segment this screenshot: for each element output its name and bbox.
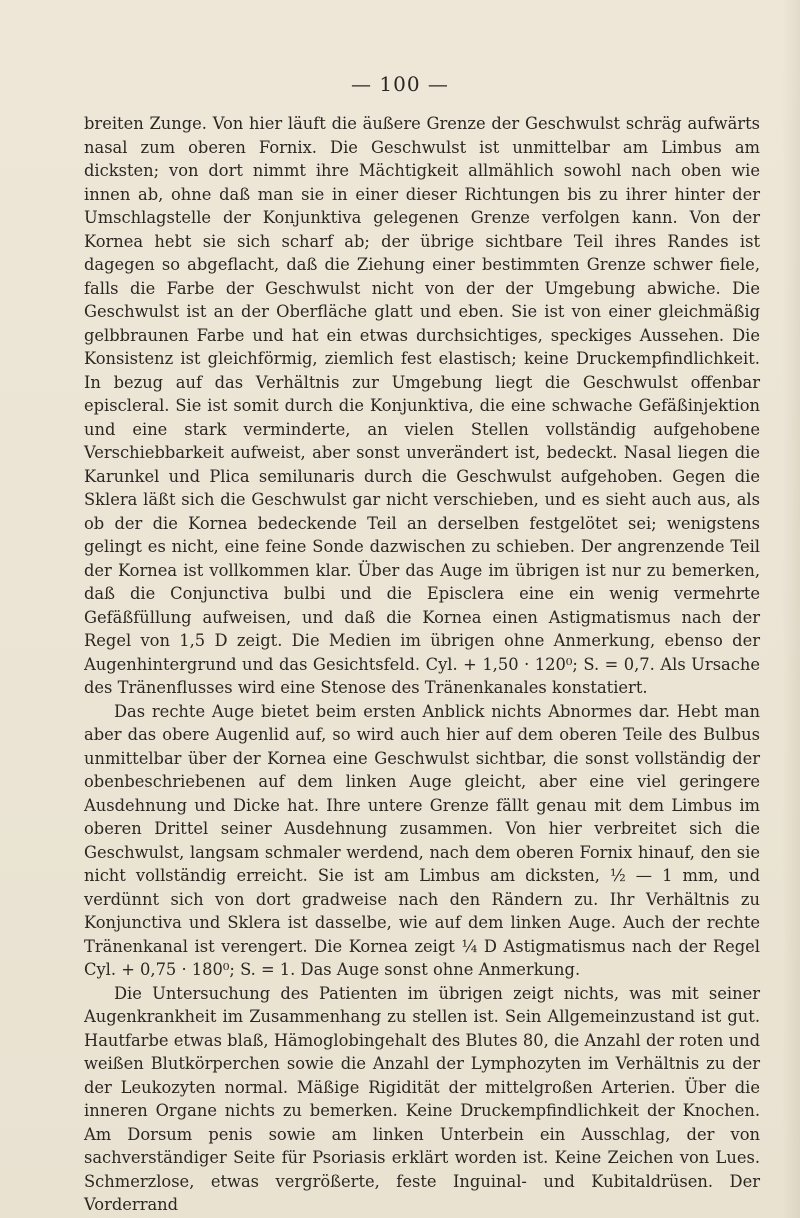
paragraph-1: breiten Zunge. Von hier läuft die äußere Grenze der Geschwulst schräg aufwärts nasal zum oberen Fornix. Die Geschwulst ist unmittelbar am Limbus am dicksten; von dort nimmt ihre Mächtigkeit allmählich sowohl nach oben wie innen ab, ohne daß man sie in einer dieser Richtungen bis zu ihrer hinter der Umschlagstelle der Konjunktiva gelegenen Grenze verfolgen kann. Von der Kornea hebt sie sich scharf ab; der übrige sichtbare Teil ihres Randes ist dagegen so abgeflacht, daß die Ziehung einer bestimmten Grenze schwer fiele, falls die Farbe der Geschwulst nicht von der der Umgebung abwiche. Die Geschwulst ist an der Oberfläche glatt und eben. Sie ist von einer gleichmäßig gelbbraunen Farbe und hat ein etwas durchsichtiges, speckiges Aussehen. Die Konsistenz ist gleichförmig, ziemlich fest elastisch; keine Druckempfindlichkeit. In bezug auf das Verhältnis zur Umgebung liegt die Geschwulst offenbar episcleral. Sie ist somit durch die Konjunktiva, die eine schwache Gefäßinjektion und eine stark verminderte, an vielen Stellen vollständig aufgehobene Verschiebbarkeit aufweist, aber sonst unverändert ist, bedeckt. Nasal liegen die Karunkel und Plica semilunaris durch die Geschwulst aufgehoben. Gegen die Sklera läßt sich die Geschwulst gar nicht verschieben, und es sieht auch aus, als ob der die Kornea bedeckende Teil an derselben festgelötet sei; wenigstens gelingt es nicht, eine feine Sonde dazwischen zu schieben. Der angrenzende Teil der Kornea ist vollkommen klar. Über das Auge im übrigen ist nur zu bemerken, daß die Conjunctiva bulbi und die Episclera eine ein wenig vermehrte Gefäßfüllung aufweisen, und daß die Kornea einen Astigmatismus nach der Regel von 1,5 D zeigt. Die Medien im übrigen ohne Anmerkung, ebenso der Augenhintergrund und das Gesichtsfeld. Cyl. + 1,50 · 120⁰; S. = 0,7. Als Ursache des Tränenflusses wird eine Stenose des Tränenkanales konstatiert.: [84, 114, 760, 697]
paragraph-3: Die Untersuchung des Patienten im übrigen zeigt nichts, was mit seiner Augenkrankheit im Zusammenhang zu stellen ist. Sein Allgemeinzustand ist gut. Hautfarbe etwas blaß, Hämoglobingehalt des Blutes 80, die Anzahl der roten und weißen Blutkörperchen sowie die Anzahl der Lymphozyten im Verhältnis zu der der Leukozyten normal. Mäßige Rigidität der mittelgroßen Arterien. Über die inneren Organe nichts zu bemerken. Keine Druckempfindlichkeit der Knochen. Am Dorsum penis sowie am linken Unterbein ein Ausschlag, der von sachverständiger Seite für Psoriasis erklärt worden ist. Keine Zeichen von Lues. Schmerzlose, etwas vergrößerte, feste Inguinal- und Kubitaldrüsen. Der Vorderrand: [84, 983, 760, 1214]
body-text: [84, 112, 760, 1217]
paragraph-2: Das rechte Auge bietet beim ersten Anblick nichts Abnormes dar. Hebt man aber das obere Augenlid auf, so wird auch hier auf dem oberen Teile des Bulbus unmittelbar über der Kornea eine Geschwulst sichtbar, die sonst vollständig der obenbeschriebenen auf dem linken Auge gleicht, aber eine viel geringere Ausdehnung und Dicke hat. Ihre untere Grenze fällt genau mit dem Limbus im oberen Drittel seiner Ausdehnung zusammen. Von hier verbreitet sich die Geschwulst, langsam schmaler werdend, nach dem oberen Fornix hinauf, den sie nicht vollständig erreicht. Sie ist am Limbus am dicksten, ½ — 1 mm, und verdünnt sich von dort gradweise nach den Rändern zu. Ihr Verhältnis zu Konjunctiva und Sklera ist dasselbe, wie auf dem linken Auge. Auch der rechte Tränenkanal ist verengert. Die Kornea zeigt ¼ D Astigmatismus nach der Regel Cyl. + 0,75 · 180⁰; S. = 1. Das Auge sonst ohne Anmerkung.: [84, 701, 760, 979]
page-edge-shadow: [782, 0, 800, 1218]
page-number: — 100 —: [351, 72, 449, 96]
